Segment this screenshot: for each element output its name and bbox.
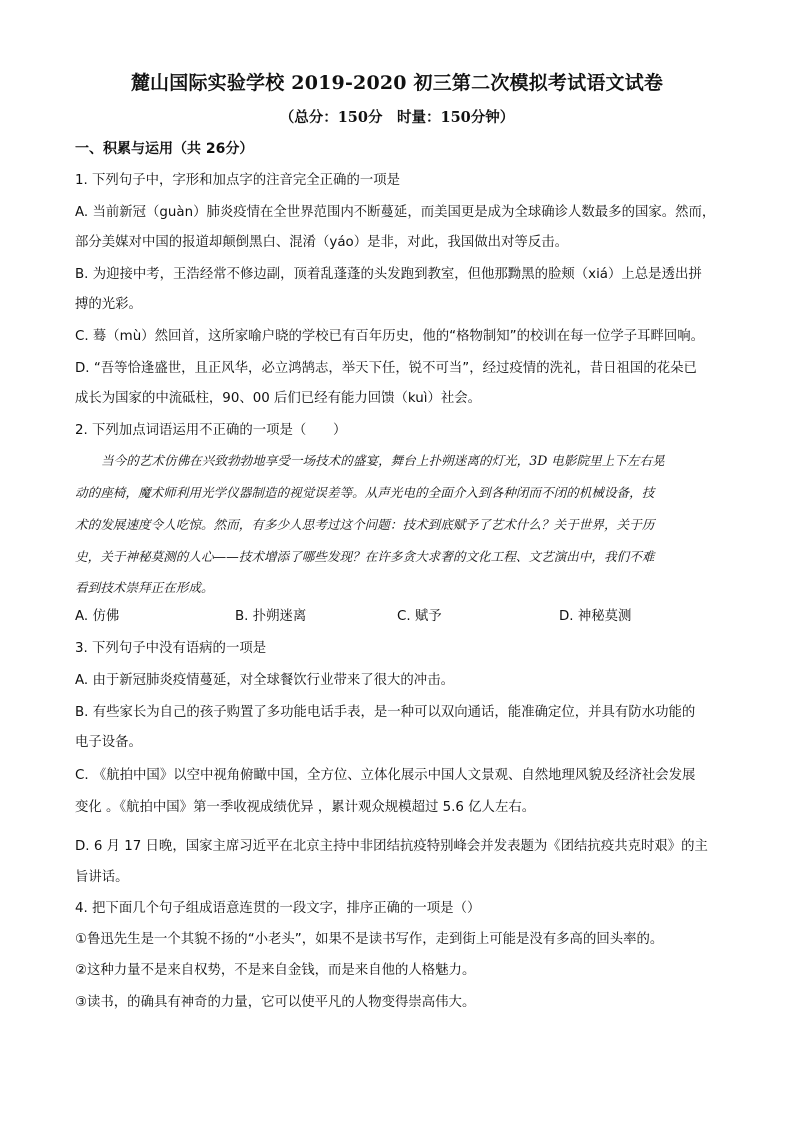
q1-option-d-line2: 成长为国家的中流砥柱，90、00 后们已经有能力回馈（kuì）社会。: [75, 391, 482, 406]
q3-option-b-line2: 电子设备。: [75, 735, 142, 750]
q2-passage-line2: 动的座椅，魔术师利用光学仪器制造的视觉误差等。从声光电的全面介入到各种闭而不闭的机械设备，技: [75, 485, 655, 500]
q2-option-b: B. 扑朔迷离: [235, 609, 307, 624]
q3-option-b-line1: B. 有些家长为自己的孩子购置了多功能电话手表，是一种可以双向通话，能准确定位，并具有防水功能的: [75, 705, 696, 720]
q3-option-c-line1: C. 《航拍中国》以空中视角俯瞰中国，全方位、立体化展示中国人文景观、自然地理风貌及经济社会发展: [75, 768, 696, 783]
q1-option-a-line2: 部分美媒对中国的报道却颠倒黑白、混淆（yáo）是非，对此，我国做出对等反击。: [75, 235, 568, 250]
q2-stem: 2. 下列加点词语运用不正确的一项是（ ）: [75, 423, 347, 438]
q4-stem: 4. 把下面几个句子组成语意连贯的一段文字，排序正确的一项是（）: [75, 901, 481, 916]
q3-option-c-line2: 变化 。《航拍中国》第一季收视成绩优异 ，累计观众规模超过 5.6 亿人左右。: [75, 800, 536, 815]
q4-sentence-3: ③读书，的确具有神奇的力量，它可以使平凡的人物变得崇高伟大。: [75, 995, 476, 1010]
q2-option-a: A. 仿佛: [75, 609, 120, 624]
q3-option-a: A. 由于新冠肺炎疫情蔓延，对全球餐饮行业带来了很大的冲击。: [75, 673, 454, 688]
q2-passage-line1: 当今的艺术仿佛在兴致勃勃地享受一场技术的盛宴，舞台上扑朔迷离的灯光，3D 电影院里上下左右晃: [101, 453, 665, 468]
exam-subtitle: （总分：150分 时量：150分钟）: [279, 109, 515, 126]
q4-sentence-1: ①鲁迅先生是一个其貌不扬的“小老头”，如果不是读书写作，走到街上可能是没有多高的回头率的。: [75, 932, 664, 947]
q1-option-b-line2: 搏的光彩。: [75, 297, 142, 312]
q4-sentence-2: ②这种力量不是来自权势，不是来自金钱，而是来自他的人格魅力。: [75, 963, 476, 978]
exam-title: 麓山国际实验学校 2019-2020 初三第二次模拟考试语文试卷: [130, 72, 664, 94]
q2-passage-line5: 看到技术崇拜正在形成。: [75, 580, 214, 595]
q1-option-b-line1: B. 为迎接中考，王浩经常不修边副，顶着乱蓬蓬的头发跑到教室，但他那黝黑的脸颊（xiá）上总是透出拼: [75, 267, 702, 282]
q1-option-a-line1: A. 当前新冠（guàn）肺炎疫情在全世界范围内不断蔓延，而美国更是成为全球确诊人数最多的国家。然而，: [75, 205, 716, 220]
section-heading: 一、积累与运用（共 26分）: [75, 141, 254, 157]
q1-stem: 1. 下列句子中，字形和加点字的注音完全正确的一项是: [75, 173, 401, 188]
q3-option-d-line1: D. 6 月 17 日晚，国家主席习近平在北京主持中非团结抗疫特别峰会并发表题为《团结抗疫共克时艰》的主: [75, 839, 708, 854]
q1-option-d-line1: D. “吾等恰逢盛世，且正风华，必立鸿鹄志，举天下任，锐不可当”，经过疫情的洗礼，昔日祖国的花朵已: [75, 361, 697, 376]
q3-stem: 3. 下列句子中没有语病的一项是: [75, 641, 267, 656]
q2-passage-line3: 术的发展速度令人吃惊。然而，有多少人思考过这个问题：技术到底赋予了艺术什么？关于世界，关于历: [75, 517, 655, 532]
q2-option-d: D. 神秘莫测: [559, 609, 632, 624]
q3-option-d-line2: 旨讲话。: [75, 870, 129, 885]
q2-passage-line4: 史，关于神秘莫测的人心——技术增添了哪些发现？在许多贪大求奢的文化工程、文艺演出中，我们不难: [75, 549, 655, 564]
q2-option-c: C. 赋予: [397, 609, 442, 624]
q1-option-c: C. 蓦（mù）然回首，这所家喻户晓的学校已有百年历史，他的“格物制知”的校训在每一位学子耳畔回响。: [75, 329, 705, 344]
